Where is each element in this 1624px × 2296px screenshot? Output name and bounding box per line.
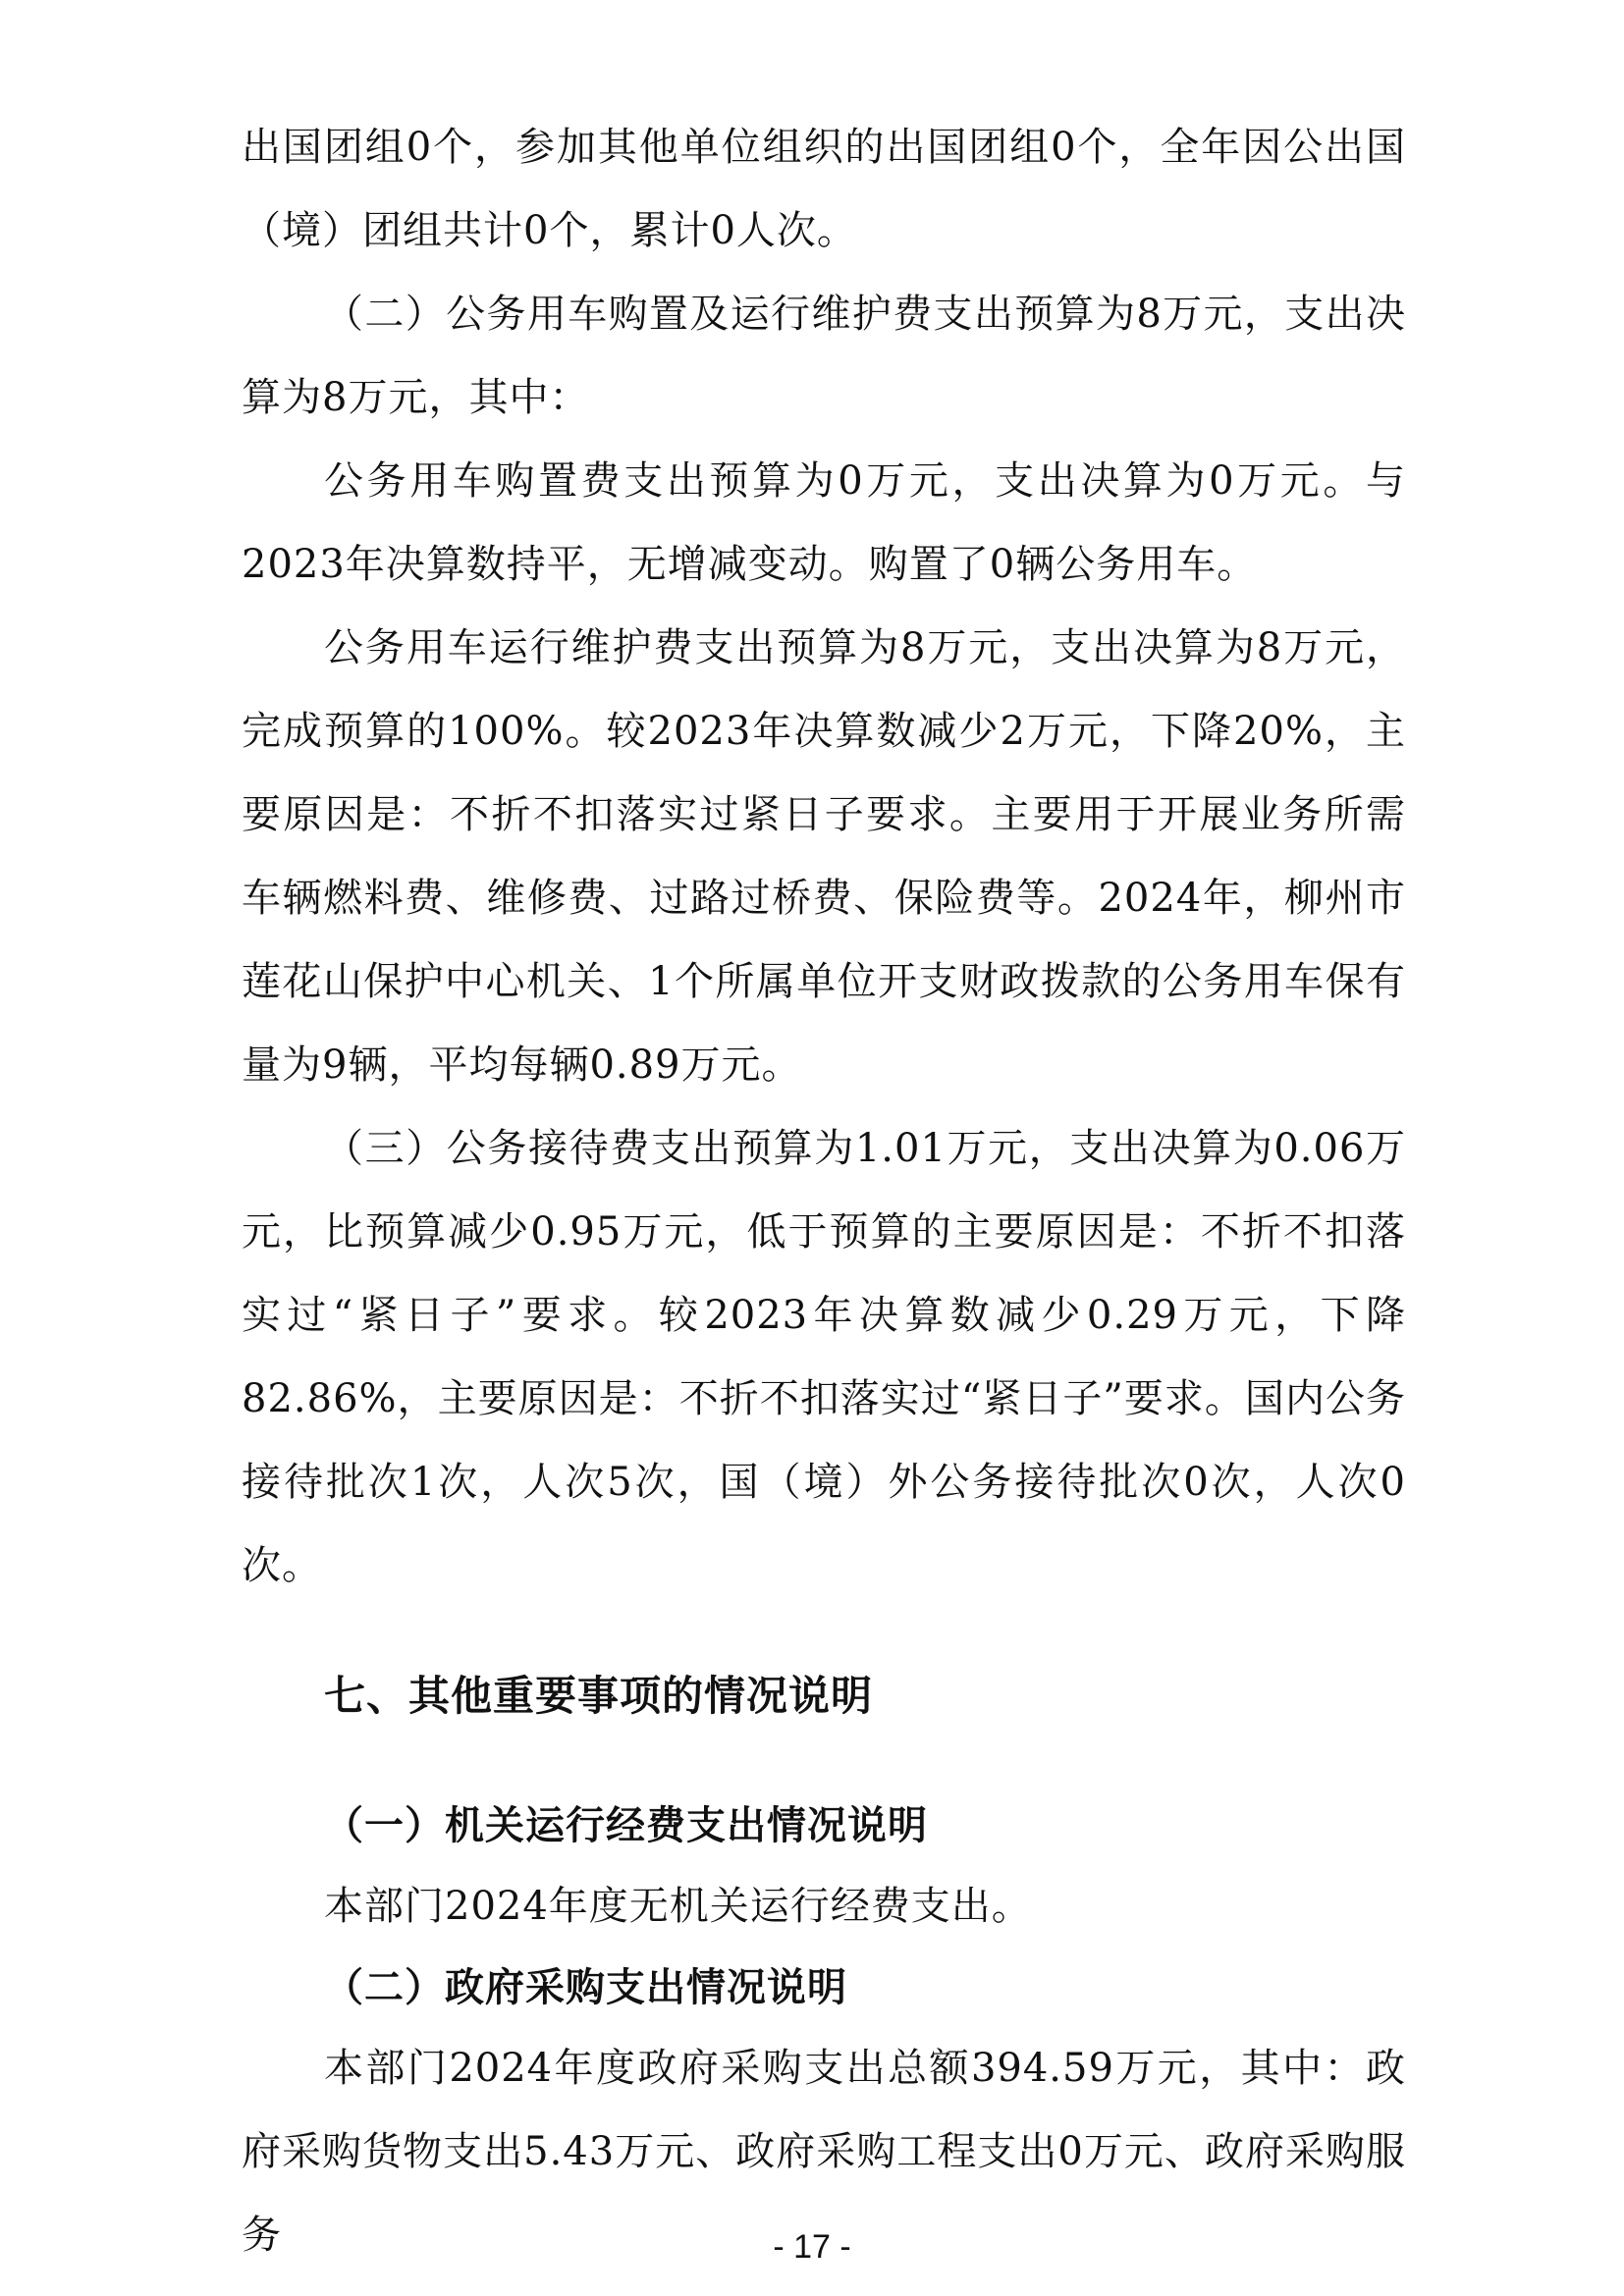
document-page (242, 106, 1406, 2277)
paragraph-operating-expenses: 本部门2024年度无机关运行经费支出。 (324, 1884, 1032, 1929)
paragraph-reception: （三）公务接待费支出预算为1.01万元，支出决算为0.06万元，比预算减少0.95万元，低于预算的主要原因是：不折不扣落实过“紧日子”要求。较2023年决算数减少0.29万元，下降82.86%，主要原因是：不折不扣落实过“紧日子”要求。国内公务接待批次1次，人次5次，国（境）外公务接待批次0次，人次0次。 (242, 1126, 1406, 1588)
section-heading-other-matters: 七、其他重要事项的情况说明 (324, 1672, 874, 1720)
paragraph-vehicle-purchase: 公务用车购置费支出预算为0万元，支出决算为0万元。与2023年决算数持平，无增减变动。购置了0辆公务用车。 (242, 458, 1406, 587)
paragraph-outbound-groups: 出国团组0个，参加其他单位组织的出国团组0个，全年因公出国（境）团组共计0个，累计0人次。 (242, 125, 1406, 253)
paragraph-vehicle-maintenance: 公务用车运行维护费支出预算为8万元，支出决算为8万元，完成预算的100%。较2023年决算数减少2万元，下降20%，主要原因是：不折不扣落实过紧日子要求。主要用于开展业务所需车辆燃料费、维修费、过路过桥费、保险费等。2024年，柳州市莲花山保护中心机关、1个所属单位开支财政拨款的公务用车保有量为9辆，平均每辆0.89万元。 (242, 625, 1406, 1088)
subheading-operating-expenses: （一）机关运行经费支出情况说明 (324, 1803, 928, 1848)
paragraph-procurement: 本部门2024年度政府采购支出总额394.59万元，其中：政府采购货物支出5.43万元、政府采购工程支出0万元、政府采购服务 (242, 2046, 1406, 2258)
subheading-procurement: （二）政府采购支出情况说明 (324, 1965, 847, 2010)
paragraph-vehicle-summary: （二）公务用车购置及运行维护费支出预算为8万元，支出决算为8万元，其中： (242, 292, 1406, 420)
page-number: - 17 - (773, 2228, 851, 2266)
